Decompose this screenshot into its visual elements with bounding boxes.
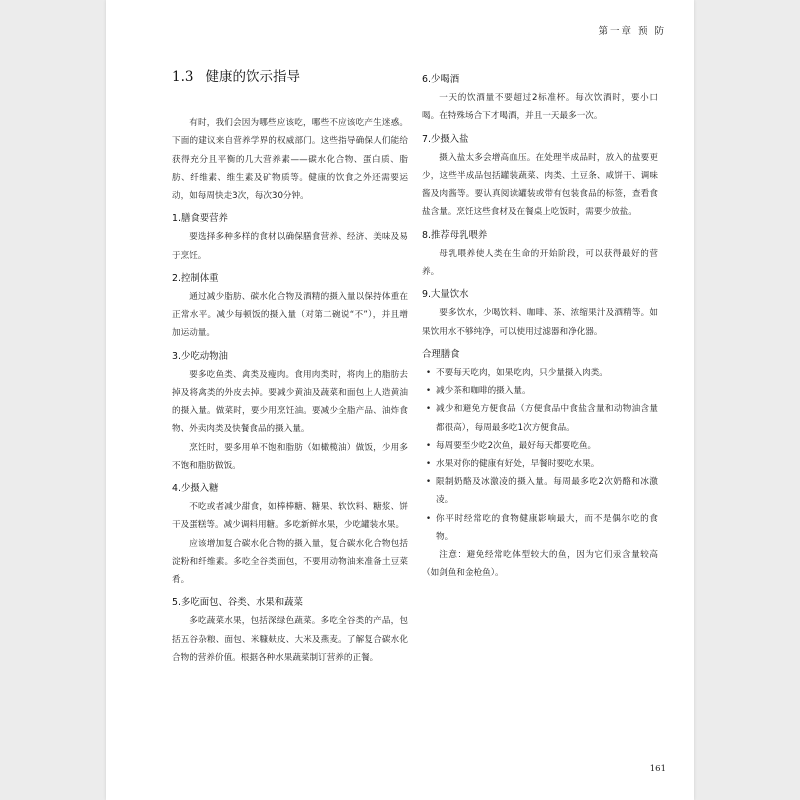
page-number: 161 — [649, 764, 666, 774]
item-heading-3: 3.少吃动物油 — [172, 350, 228, 362]
reasonable-diet-heading: 合理膳食 — [422, 348, 460, 360]
running-head: 第一章 预 防 — [598, 26, 666, 37]
item-8-paragraph-1: 母乳喂养使人类在生命的开始阶段，可以获得最好的营养。 — [422, 248, 658, 278]
list-item: • 不要每天吃肉，如果吃肉，只少量摄入肉类。 — [422, 364, 658, 382]
bullet-icon: • — [426, 386, 432, 397]
list-item: • 水果对你的健康有好处，早餐时要吃水果。 — [422, 455, 658, 473]
bullet-icon: • — [426, 404, 432, 415]
right-column — [422, 66, 658, 582]
item-heading-4: 4.少摄入糖 — [172, 483, 219, 495]
reasonable-diet-list — [422, 364, 658, 546]
item-3-paragraph-2: 烹饪时，要多用单不饱和脂肪（如橄榄油）做饭，少用多不饱和脂肪做饭。 — [172, 442, 408, 471]
item-heading-9: 9.大量饮水 — [422, 289, 469, 301]
section-number: 1.3 — [172, 69, 194, 85]
list-item: • 每周要至少吃2次鱼，最好每天都要吃鱼。 — [422, 437, 658, 455]
item-9-paragraph-1: 要多饮水，少喝饮料、咖啡、茶、浓缩果汁及酒精等。如果饮用水不够纯净，可以使用过滤器和净化器。 — [422, 308, 658, 337]
item-5-paragraph-1: 多吃蔬菜水果，包括深绿色蔬菜。多吃全谷类的产品，包括五谷杂粮、面包、米糠麸皮、大米及燕麦。了解复合碳水化合物的营养价值。根据各种水果蔬菜制订营养的正餐。 — [172, 616, 408, 663]
item-4-paragraph-1: 不吃或者减少甜食，如棒棒糖、糖果、软饮料、糖浆、饼干及蛋糕等。减少调料用糖。多吃新鲜水果，少吃罐装水果。 — [172, 502, 408, 531]
item-heading-6: 6.少喝酒 — [422, 74, 460, 85]
item-1-paragraph-1: 要选择多种多样的食材以确保膳食营养、经济、美味及易于烹饪。 — [172, 232, 408, 261]
bullet-icon: • — [426, 513, 432, 524]
item-heading-5: 5.多吃面包、谷类、水果和蔬菜 — [172, 597, 303, 609]
item-3-paragraph-1: 要多吃鱼类、禽类及瘦肉。食用肉类时，将肉上的脂肪去掉及将禽类的外皮去掉。要减少黄油及蔬菜和面包上人造黄油的摄入量。做菜时，要少用烹饪油。要减少全脂产品、油炸食物、外卖肉类及快餐食品的摄入量。 — [172, 369, 408, 435]
section-title-text: 健康的饮示指导 — [205, 69, 300, 85]
bullet-icon: • — [426, 459, 432, 470]
item-2-paragraph-1: 通过减少脂肪、碳水化合物及酒精的摄入量以保持体重在正常水平。减少每顿饭的摄入量（对第二碗说“不”），并且增加运动量。 — [172, 292, 408, 339]
bullet-icon: • — [426, 477, 432, 488]
item-heading-8: 8.推荐母乳喂养 — [422, 229, 488, 241]
left-column — [172, 64, 408, 667]
list-item: • 你平时经常吃的食物健康影响最大，而不是偶尔吃的食物。 — [422, 510, 658, 546]
item-6-paragraph-1: 一天的饮酒量不要超过2标准杯。每次饮酒时，要小口喝。在特殊场合下才喝酒，并且一天最多一次。 — [422, 93, 658, 122]
intro-paragraph: 有时，我们会因为哪些应该吃，哪些不应该吃产生迷惑。下面的建议来自营养学界的权威部门。这些指导确保人们能给获得充分且平衡的几大营养素——碳水化合物、蛋白质、脂肪、纤维素、维生素及矿物质等。健康的饮食之外还需要运动，如每周快走3次，每次30分钟。 — [172, 118, 408, 202]
bullet-icon: • — [426, 368, 432, 379]
item-7-paragraph-1: 摄入盐太多会增高血压。在处理半成品时，放入的盐要更少，这些半成品包括罐装蔬菜、肉类、土豆条、咸饼干、调味酱及肉酱等。要认真阅读罐装或带有包装食品的标签，查看食盐含量。烹饪这些食材及在餐桌上吃饭时，需要少放盐。 — [422, 152, 658, 218]
bullet-icon: • — [426, 440, 432, 451]
list-item: • 减少和避免方便食品（方便食品中食盐含量和动物油含量都很高），每周最多吃1次方便食品。 — [422, 400, 658, 436]
item-4-paragraph-2: 应该增加复合碳水化合物的摄入量，复合碳水化合物包括淀粉和纤维素。多吃全谷类面包，不要用动物油来准备土豆菜肴。 — [172, 538, 408, 586]
item-heading-1: 1.膳食要营养 — [172, 213, 228, 225]
note-paragraph: 注意：避免经常吃体型较大的鱼，因为它们汞含量较高（如剑鱼和金枪鱼）。 — [422, 550, 658, 579]
item-heading-7: 7.少摄入盐 — [422, 133, 469, 145]
item-heading-2: 2.控制体重 — [172, 272, 219, 284]
book-page — [106, 0, 694, 800]
list-item: • 限制奶酪及冰激凌的摄入量。每周最多吃2次奶酪和冰激凌。 — [422, 473, 658, 509]
list-item: • 减少茶和咖啡的摄入量。 — [422, 382, 658, 400]
section-title — [172, 68, 408, 86]
